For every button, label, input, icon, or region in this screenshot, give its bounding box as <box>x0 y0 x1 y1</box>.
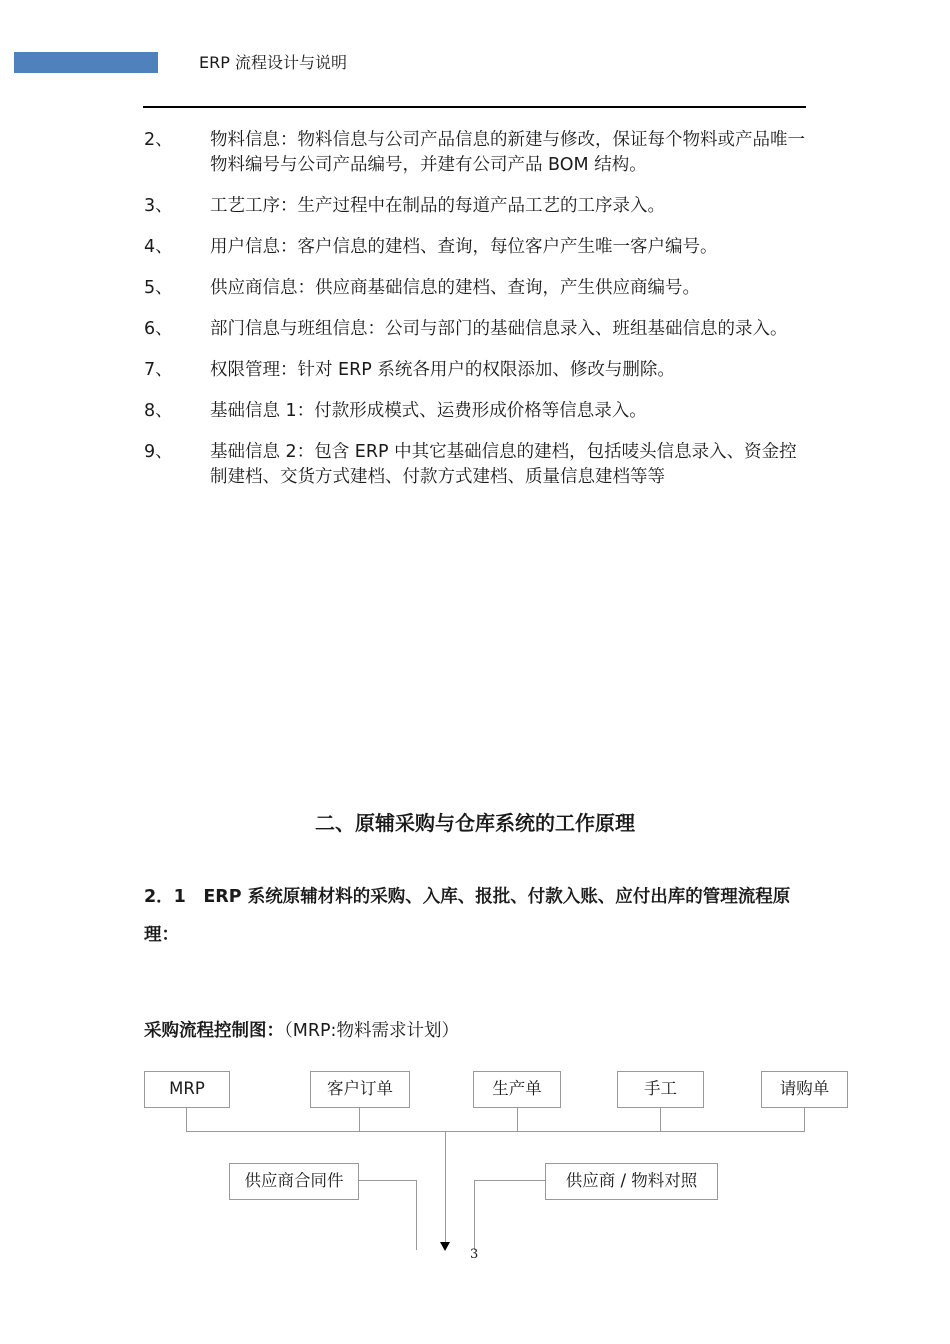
connector-line <box>186 1108 187 1132</box>
arrow-down-icon <box>440 1242 450 1251</box>
caption-note: （MRP:物料需求计划） <box>284 1021 459 1041</box>
list-item-number: 3、 <box>144 196 173 216</box>
flow-box-production-order: 生产单 <box>473 1071 561 1108</box>
flow-box-purchase-request: 请购单 <box>761 1071 848 1108</box>
subsection-title: 2．1 ERP 系统原辅材料的采购、入库、报批、付款入账、应付出库的管理流程原理： <box>144 887 791 945</box>
list-item-text: 物料信息：物料信息与公司产品信息的新建与修改，保证每个物料或产品唯一物料编号与公司产品编号，并建有公司产品 BOM 结构。 <box>210 130 805 175</box>
header-title: ERP 流程设计与说明 <box>199 53 347 72</box>
connector-line <box>474 1180 546 1181</box>
list-item <box>144 358 809 383</box>
list-item-text: 工艺工序：生产过程中在制品的每道产品工艺的工序录入。 <box>210 196 665 216</box>
section-title: 二、原辅采购与仓库系统的工作原理 <box>315 811 635 835</box>
page-number: 3 <box>470 1247 479 1262</box>
connector-line <box>517 1108 518 1132</box>
flow-box-manual: 手工 <box>617 1071 704 1108</box>
list-item-text: 部门信息与班组信息：公司与部门的基础信息录入、班组基础信息的录入。 <box>210 319 788 339</box>
list-item <box>144 317 809 342</box>
header-accent-bar <box>14 52 158 73</box>
list-item-number: 2、 <box>144 130 173 150</box>
list-item-text: 权限管理：针对 ERP 系统各用户的权限添加、修改与删除。 <box>210 360 675 380</box>
flow-box-mrp: MRP <box>144 1071 230 1108</box>
list-item-number: 9、 <box>144 442 173 462</box>
list-item-number: 8、 <box>144 401 173 421</box>
list-item <box>144 235 809 260</box>
flow-box-supplier-contract: 供应商合同件 <box>229 1163 359 1200</box>
figure-caption <box>144 1018 459 1044</box>
list-item-text: 基础信息 2：包含 ERP 中其它基础信息的建档，包括唛头信息录入、资金控制建档、交货方式建档、付款方式建档、质量信息建档等等 <box>210 442 797 487</box>
connector-line <box>186 1131 805 1132</box>
header-divider <box>143 106 806 108</box>
caption-bold: 采购流程控制图： <box>144 1021 284 1041</box>
connector-line <box>358 1180 417 1181</box>
list-item <box>144 194 809 219</box>
connector-line <box>804 1108 805 1132</box>
list-item-number: 4、 <box>144 237 173 257</box>
flow-box-customer-order: 客户订单 <box>310 1071 410 1108</box>
connector-line <box>359 1108 360 1132</box>
list-item-text: 基础信息 1：付款形成模式、运费形成价格等信息录入。 <box>210 401 647 421</box>
connector-line <box>416 1180 417 1250</box>
list-item <box>144 440 809 490</box>
flow-box-supplier-material-map: 供应商 / 物料对照 <box>545 1163 718 1200</box>
list-item <box>144 128 809 178</box>
connector-line <box>474 1180 475 1250</box>
list-item <box>144 276 809 301</box>
list-item-text: 供应商信息：供应商基础信息的建档、查询，产生供应商编号。 <box>210 278 700 298</box>
list-item <box>144 399 809 424</box>
list-item-number: 6、 <box>144 319 173 339</box>
main-flow-line <box>445 1131 446 1243</box>
info-list <box>144 128 809 506</box>
list-item-number: 7、 <box>144 360 173 380</box>
list-item-number: 5、 <box>144 278 173 298</box>
list-item-text: 用户信息：客户信息的建档、查询，每位客户产生唯一客户编号。 <box>210 237 718 257</box>
connector-line <box>660 1108 661 1132</box>
